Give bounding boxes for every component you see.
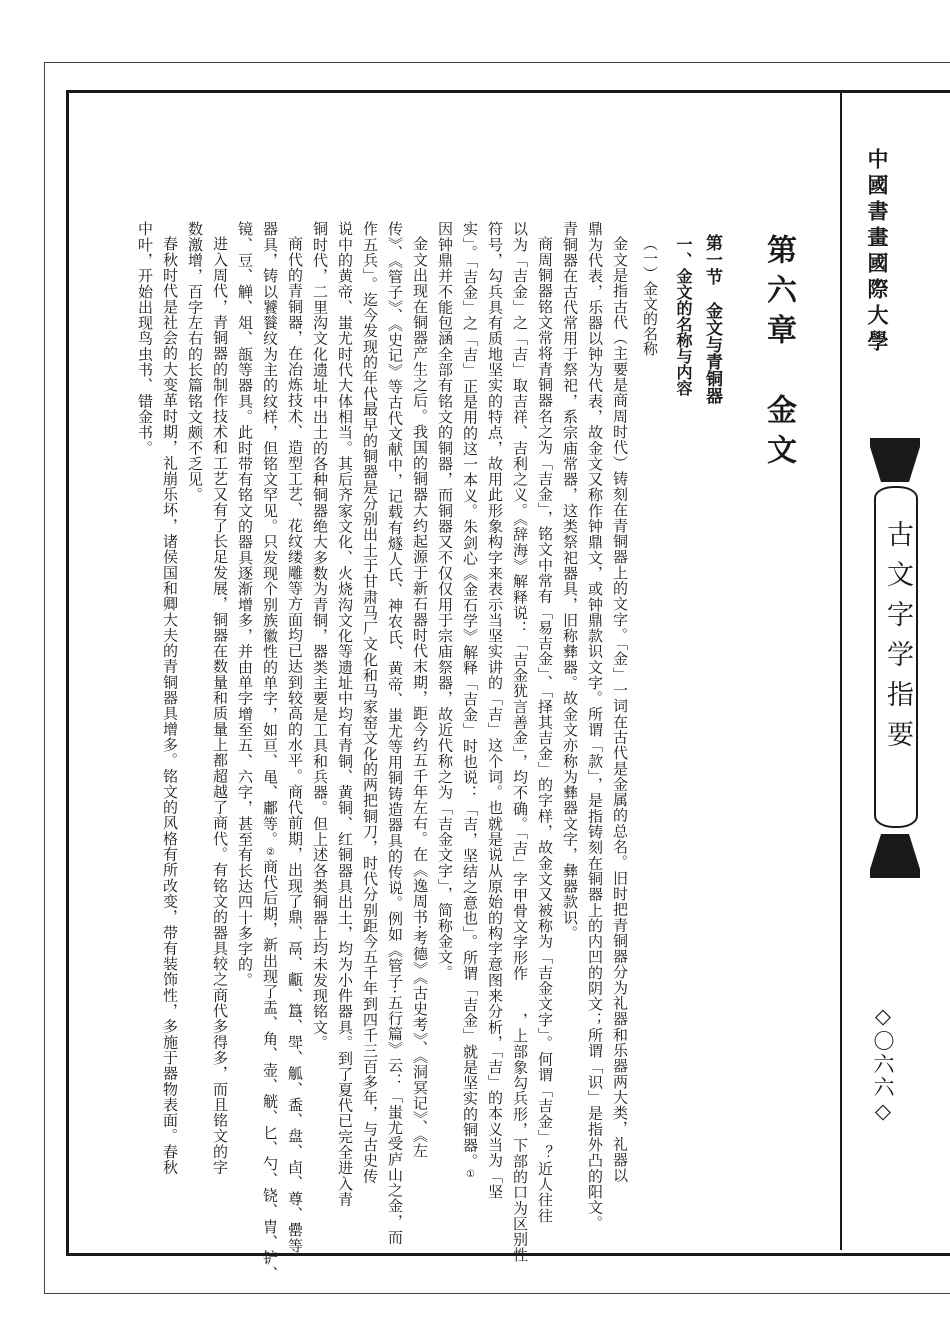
page-number: ◇〇六六◇	[871, 1004, 895, 1125]
footnote-marker-2: ②	[265, 847, 276, 859]
section-title: 第一节 金文与青铜器	[702, 234, 722, 404]
chapter-title: 第六章 金文	[761, 234, 796, 474]
subsection-title: 一、金文的名称与内容	[674, 236, 693, 396]
book-title: 古文字学指要	[882, 520, 913, 760]
university-header: 中國書畫國際大學	[865, 148, 890, 356]
body-column-15-cont: 商代后期，新出现了盂、角、壶、觥、匕、勺、铙、胄、铲、	[261, 858, 279, 1282]
body-column-20: 中叶，开始出现鸟虫书、错金书。	[136, 221, 154, 456]
body-column-9: 金文出现在铜器产生之后。我国的铜器大约起源于新石器时代末期，距今约五千年左右。在《逸周书·考德》《古史考》、《洞冥记》、《左	[411, 236, 429, 1159]
body-column-1: 金文是指古代（主要是商周时代）铸刻在青铜器上的文字。「金」一词在古代是金属的总名。旧时把青铜器分为礼器和乐器两大类，礼器以	[611, 236, 629, 1184]
body-column-14: 商代的青铜器，在冶炼技术、造型工艺、花纹缕雕等方面均已达到较高的水平。商代前期，出现了鼎、鬲、甗、簋、斝、觚、盉、盘、卣、尊、罍等	[286, 236, 304, 1254]
body-column-2: 鼎为代表，乐器以钟为代表，故金文又称作钟鼎文，或钟鼎款识文字。所谓「款」，是指铸刻在铜器上的内凹的阴文；所谓「识」是指外凸的阳文。	[586, 221, 604, 1231]
body-column-8: 因钟鼎并不能包涵全部有铭文的铜器，而铜器又不仅仅用于宗庙祭器，故近代称之为「吉金文字」，简称金文。	[436, 221, 454, 981]
body-column-16: 镜、豆、觯、俎、瓿等器具。此时带有铭文的器具逐渐增多，并由单字增至五、六字，甚至有长达四十多字的。	[236, 221, 254, 988]
footnote-marker-1: ①	[465, 1168, 476, 1181]
body-column-11: 作五兵」。迄今发现的年代最早的铜器是分别出土于甘肃马厂文化和马家窑文化的两把铜刀，时代分别距今五千年到四千三百多年，与古史传	[361, 221, 379, 1184]
margin-divider	[840, 90, 842, 1250]
body-column-10: 传》、《管子》、《史记》等古代文献中，记载有燧人氏、神农氏、黄帝、蚩尤等用铜铸造器具的传说。例如《管子·五行篇》云：「蚩尤受庐山之金，而	[386, 221, 404, 1245]
body-column-19: 春秋时代是社会的大变革时期，礼崩乐坏，诸侯国和卿大夫的青铜器具增多。铭文的风格有所改变，带有装饰性，多施于器物表面。春秋	[161, 236, 179, 1175]
body-column-3: 青铜器在古代常用于祭祀，系宗庙常器，这类祭祀器具，旧称彝器。故金文亦称为彝器文字，彝器款识。	[561, 221, 579, 941]
body-column-12: 说中的黄帝、蚩尤时代大体相当。其后齐家文化、火烧沟文化等遗址中均有青铜、黄铜、红铜器具出土，均为小件器具。到了夏代已完全进入青	[336, 221, 354, 1207]
body-column-6: 符号，勾兵具有质地坚实的特点，故用此形象构字来表示当坚实讲的「吉」这个词。也就是说从原始的构字意图来分析，「吉」的本义当为「坚	[486, 221, 504, 1200]
body-column-15	[262, 221, 277, 1281]
body-column-4: 商周铜器铭文常将青铜器名之为「吉金」，铭文中常有「易吉金」、「择其吉金」的字样，故金文又被称为「吉金文字」。何谓「吉金」？近人往往	[536, 236, 554, 1224]
body-column-13: 铜时代，二里沟文化遗址中出土的各种铜器绝大多数为青铜，器类主要是工具和兵器。但上述各类铜器上均未发现铭文。	[311, 221, 329, 1051]
body-column-7-text: 实」。「吉金」之「吉」正是用的这一本义。朱剑心《金石学》解释「吉金」时也说：「吉，坚结之意也」。所谓「吉金」就是坚实的铜器。	[461, 221, 479, 1169]
body-column-5: 以为「吉金」之「吉」取吉祥、吉利之义。《辞海》解释说：「吉金犹言善金」，均不确。「吉」字甲骨文字形作 ，上部象勾兵形，下部的口为区别性	[511, 221, 529, 1263]
item-title: （一）金文的名称	[641, 236, 659, 356]
body-column-15-text: 器具，铸以饕餮纹为主的纹样，但铭文罕见。只发现个别族徽性的单字，如亘、黾、鄘等。	[261, 221, 279, 847]
body-column-7	[462, 221, 477, 1180]
body-column-18: 数激增，百字左右的长篇铭文颇不乏见。	[186, 221, 204, 503]
body-column-17: 进入周代，青铜器的制作技术和工艺又有了长足发展，铜器在数量和质量上都超越了商代。有铭文的器具较之商代多得多，而且铭文的字	[211, 236, 229, 1175]
